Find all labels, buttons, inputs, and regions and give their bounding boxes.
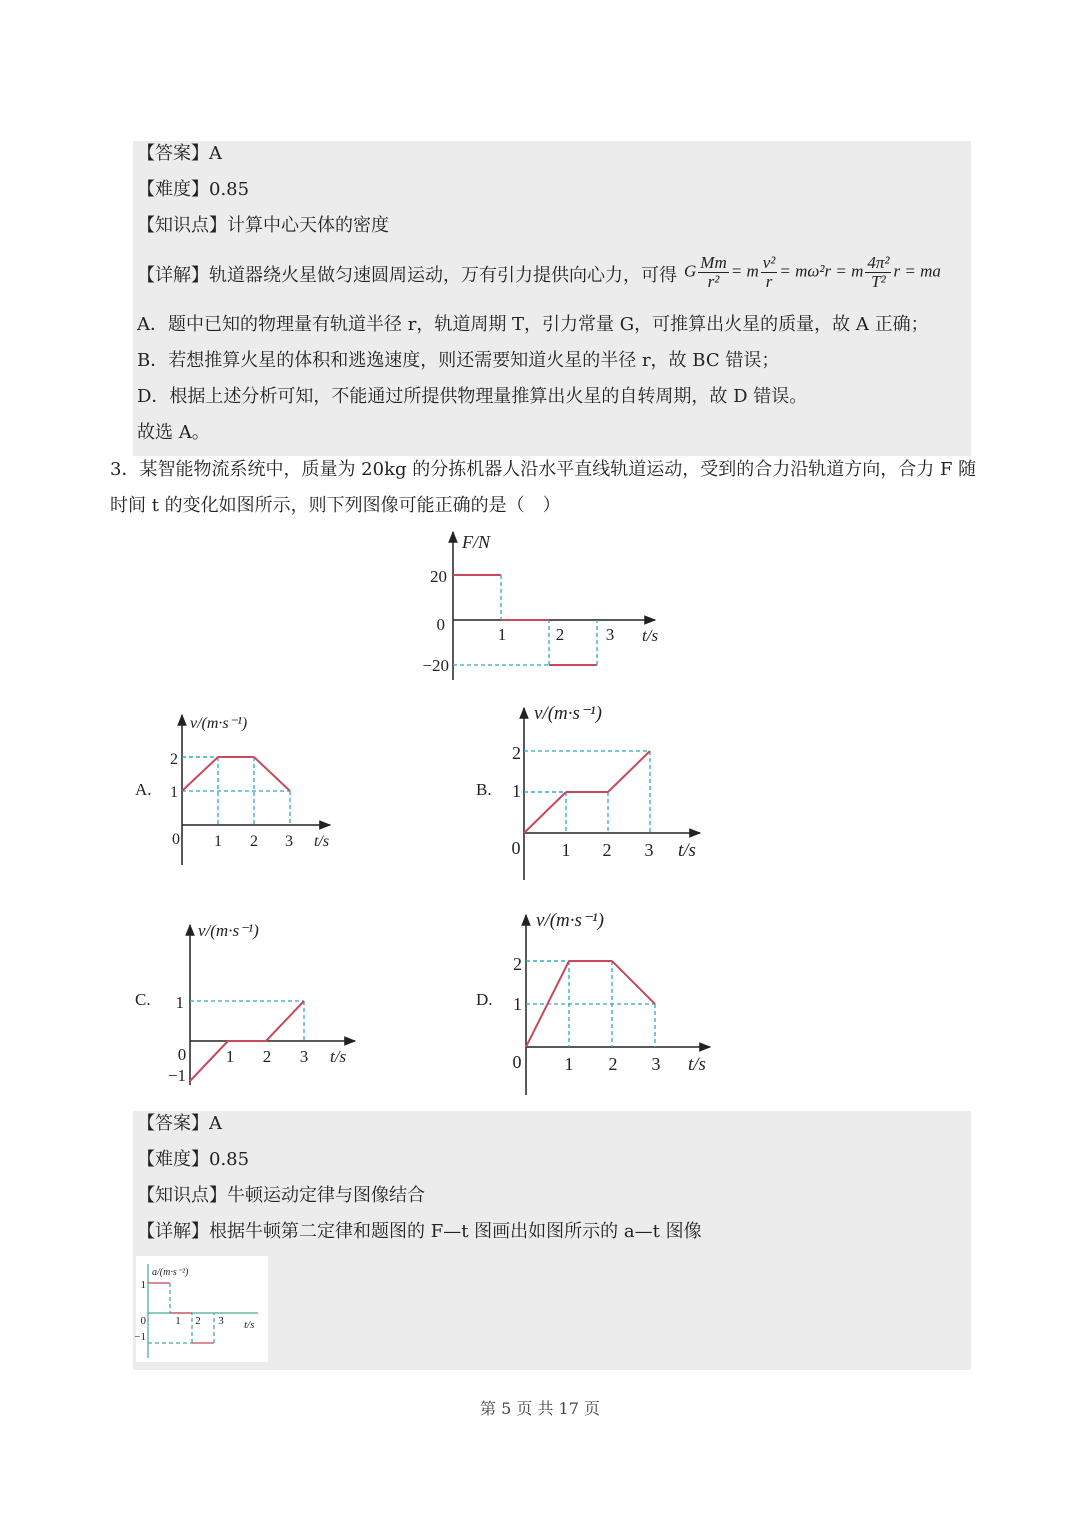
f-t-ytick-neg20: −20	[422, 656, 449, 675]
f-t-ylabel: F/N	[462, 532, 491, 552]
f-t-ytick-0: 0	[436, 615, 445, 634]
option-b-segment-1	[524, 792, 566, 833]
q3-stem-line2: 时间 t 的变化如图所示，则下列图像可能正确的是（ ）	[110, 495, 561, 516]
q2-knowledge: 【知识点】计算中心天体的密度	[137, 215, 389, 236]
option-c-segment-1	[190, 1041, 228, 1081]
option-d-xtick-1: 1	[564, 1054, 574, 1074]
option-c-xtick-0: 0	[177, 1045, 187, 1064]
a-t-xtick-2: 2	[195, 1315, 201, 1327]
option-b-xlabel: t/s	[678, 840, 696, 861]
q3-knowledge: 【知识点】牛顿运动定律与图像结合	[137, 1185, 425, 1206]
option-d-xtick-2: 2	[608, 1054, 618, 1074]
option-b-xtick-3: 3	[644, 840, 654, 860]
q2-difficulty: 【难度】0.85	[137, 179, 250, 200]
option-c-ytick-1: 1	[175, 993, 184, 1012]
a-t-ytick-neg1: −1	[134, 1331, 146, 1343]
option-c-ylabel: v/(m·s⁻¹)	[198, 921, 259, 940]
f-t-ytick-20: 20	[430, 567, 447, 586]
frac-4pi2-t2: $\frac{\text{4π²}}{\text{T²}}$	[867, 253, 890, 291]
option-a-ytick-1: 1	[170, 784, 178, 801]
a-t-xtick-1: 1	[175, 1315, 181, 1327]
option-a-xtick-0: 0	[172, 831, 180, 848]
q2-line-b: B．若想推算火星的体积和逃逸速度，则还需要知道火星的半径 r，故 BC 错误；	[137, 350, 780, 371]
option-d-xtick-3: 3	[651, 1054, 661, 1074]
gravitation-formula: G $\frac{Mm}{\text{r²}}$ = m $\frac{\text{v²}}{r}$ = mω²r = m $\frac{\text{4π²}}{\text{T²}}$ r = ma	[684, 253, 941, 291]
a-t-xlabel: t/s	[244, 1319, 255, 1331]
f-t-xtick-3: 3	[605, 625, 615, 644]
option-b-label: B.	[476, 780, 492, 799]
option-b-ytick-2: 2	[512, 743, 521, 763]
option-b-ylabel: v/(m·s⁻¹)	[534, 703, 602, 724]
option-d-ylabel: v/(m·s⁻¹)	[536, 910, 604, 931]
option-c-graph	[135, 921, 355, 1085]
q3-detail: 【详解】根据牛顿第二定律和题图的 F—t 图画出如图所示的 a—t 图像	[137, 1221, 702, 1242]
option-d-ytick-1: 1	[513, 994, 522, 1014]
option-d-graph	[476, 910, 710, 1095]
option-c-xtick-1: 1	[225, 1047, 235, 1066]
option-a-xtick-1: 1	[214, 833, 222, 850]
f-t-xtick-2: 2	[555, 625, 565, 644]
f-t-xtick-1: 1	[497, 625, 507, 644]
option-a-ylabel: v/(m·s⁻¹)	[190, 715, 248, 732]
option-a-label: A.	[135, 780, 152, 799]
q2-line-a: A．题中已知的物理量有轨道半径 r，轨道周期 T，引力常量 G，可推算出火星的质量，故 A 正确；	[137, 314, 929, 335]
option-b-segment-3	[608, 751, 650, 792]
q3-answer: 【答案】A	[137, 1113, 222, 1134]
option-a-xlabel: t/s	[314, 833, 330, 850]
option-c-xtick-3: 3	[299, 1047, 309, 1066]
a-t-graph	[136, 1256, 268, 1362]
option-b-xtick-0: 0	[511, 838, 521, 858]
option-b-graph	[476, 703, 700, 880]
option-c-segment-3	[266, 1001, 304, 1041]
option-d-segment-3	[612, 961, 655, 1004]
option-c-ytick-neg1: −1	[167, 1066, 186, 1085]
q3-stem-line1: 3．某智能物流系统中，质量为 20kg 的分拣机器人沿水平直线轨道运动，受到的合力沿轨道方向，合力 F 随	[110, 459, 977, 480]
a-t-xtick-3: 3	[218, 1315, 224, 1327]
option-d-label: D.	[476, 990, 493, 1009]
option-a-segment-3	[254, 757, 290, 791]
option-a-xtick-2: 2	[250, 833, 258, 850]
option-d-xlabel: t/s	[688, 1054, 706, 1075]
f-t-graph	[422, 532, 658, 680]
q3-difficulty: 【难度】0.85	[137, 1149, 250, 1170]
page-footer: 第 5 页 共 17 页	[480, 1399, 600, 1418]
option-a-xtick-3: 3	[285, 833, 293, 850]
f-t-xlabel: t/s	[642, 626, 659, 645]
frac-mm-r2: $\frac{Mm}{\text{r²}}$	[700, 253, 727, 291]
frac-v2-r: $\frac{\text{v²}}{r}$	[762, 253, 776, 291]
a-t-ytick-1: 1	[140, 1279, 146, 1291]
q2-detail-prefix: 【详解】轨道器绕火星做匀速圆周运动，万有引力提供向心力，可得	[137, 265, 677, 286]
option-d-ytick-2: 2	[513, 954, 522, 974]
option-c-xlabel: t/s	[330, 1047, 347, 1066]
option-a-graph	[135, 715, 330, 865]
q2-line-d: D．根据上述分析可知，不能通过所提供物理量推算出火星的自转周期，故 D 错误。	[137, 386, 808, 407]
q2-conclusion: 故选 A。	[137, 422, 210, 443]
option-b-xtick-2: 2	[602, 840, 612, 860]
q2-answer: 【答案】A	[137, 143, 222, 164]
option-b-xtick-1: 1	[561, 840, 571, 860]
a-t-xtick-0: 0	[140, 1315, 146, 1327]
option-a-ytick-2: 2	[170, 751, 178, 768]
a-t-ylabel: a/(m·s⁻²)	[152, 1267, 189, 1278]
option-a-segment-1	[182, 757, 218, 791]
option-d-xtick-0: 0	[512, 1052, 522, 1072]
option-c-xtick-2: 2	[262, 1047, 272, 1066]
option-b-ytick-1: 1	[512, 781, 521, 801]
option-c-label: C.	[135, 990, 151, 1009]
